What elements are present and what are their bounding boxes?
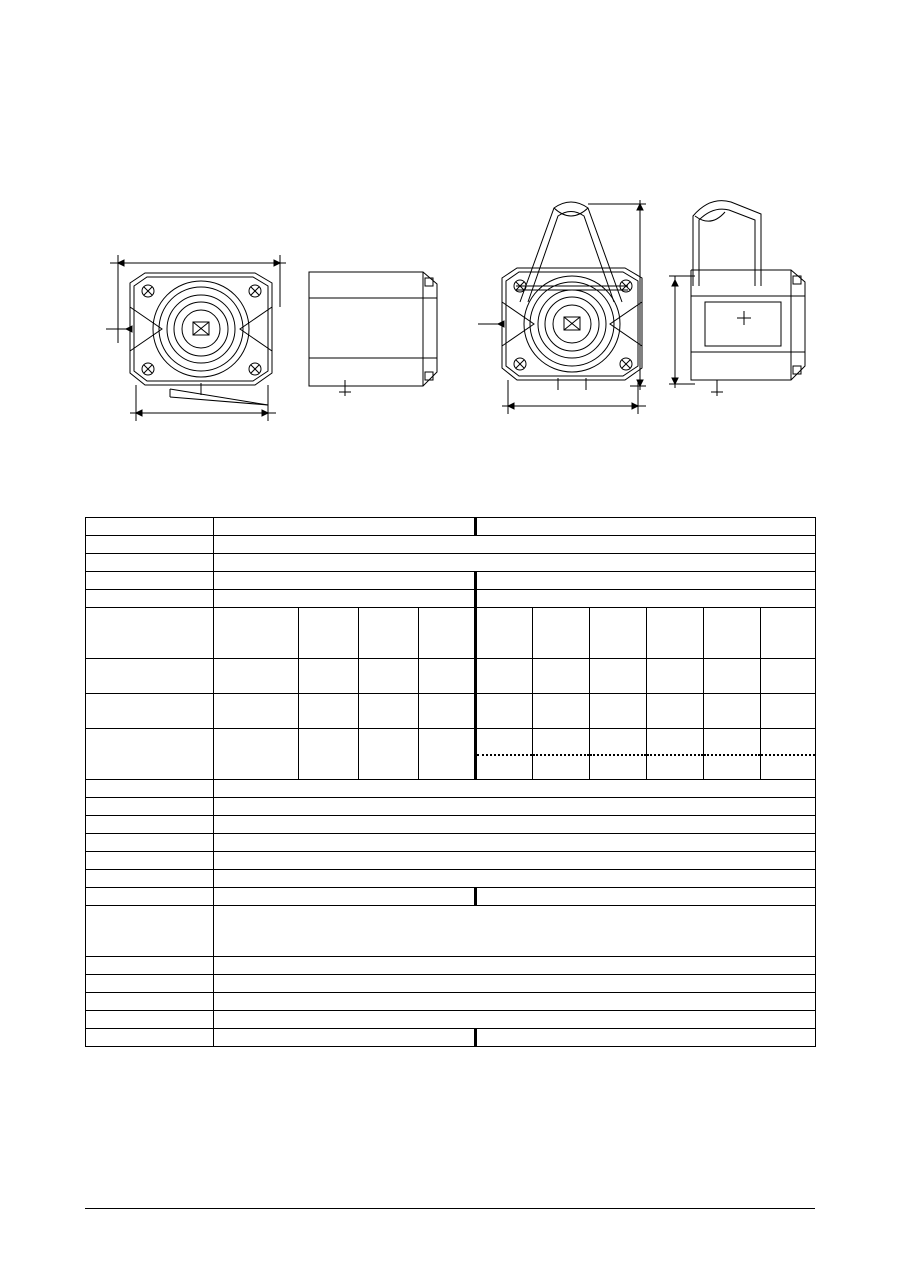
table-row [86, 536, 816, 554]
table-row [86, 729, 816, 780]
row-label [86, 659, 214, 694]
data-cell-dotted [476, 729, 533, 780]
technical-drawings [80, 180, 840, 480]
row-label [86, 816, 214, 834]
table-row [86, 608, 816, 659]
data-cell-dotted [590, 729, 647, 780]
row-label [86, 957, 214, 975]
specification-table-body [86, 518, 816, 1047]
row-value [214, 780, 816, 798]
table-row [86, 1011, 816, 1029]
table-row [86, 1029, 816, 1047]
row-value-right [476, 888, 816, 906]
row-value [214, 975, 816, 993]
table-row [86, 780, 816, 798]
data-cell [359, 694, 419, 729]
row-label [86, 1011, 214, 1029]
data-cell [704, 608, 761, 659]
data-cell [419, 729, 476, 780]
dotted-rule [704, 754, 760, 756]
row-value [214, 554, 816, 572]
row-label [86, 518, 214, 536]
table-row [86, 957, 816, 975]
row-value-right [476, 1029, 816, 1047]
row-value [214, 993, 816, 1011]
data-cell [704, 694, 761, 729]
table-row [86, 906, 816, 957]
data-cell [214, 694, 299, 729]
table-row [86, 816, 816, 834]
data-cell-dotted [704, 729, 761, 780]
data-cell [761, 694, 816, 729]
table-row [86, 659, 816, 694]
data-cell [419, 694, 476, 729]
data-cell-dotted [647, 729, 704, 780]
data-cell [359, 659, 419, 694]
table-row [86, 572, 816, 590]
data-cell [590, 694, 647, 729]
row-label [86, 780, 214, 798]
data-cell [419, 659, 476, 694]
data-cell [359, 608, 419, 659]
row-label [86, 975, 214, 993]
row-value-left [214, 1029, 476, 1047]
data-cell [476, 694, 533, 729]
row-label [86, 993, 214, 1011]
row-value-left [214, 888, 476, 906]
row-label [86, 572, 214, 590]
table-row [86, 834, 816, 852]
row-label [86, 870, 214, 888]
row-label [86, 590, 214, 608]
data-cell [533, 608, 590, 659]
footer-divider [85, 1208, 815, 1209]
table-row [86, 888, 816, 906]
data-cell [299, 608, 359, 659]
data-cell [761, 608, 816, 659]
data-cell [214, 729, 299, 780]
row-value-left [214, 518, 476, 536]
row-label [86, 852, 214, 870]
side-view-standard [295, 260, 455, 440]
row-label [86, 834, 214, 852]
table-row [86, 554, 816, 572]
data-cell [419, 608, 476, 659]
row-label [86, 888, 214, 906]
front-view-with-bracket [470, 190, 670, 450]
front-view-standard [100, 245, 300, 445]
row-value [214, 1011, 816, 1029]
specification-table [85, 517, 816, 1047]
data-cell [590, 659, 647, 694]
row-value [214, 834, 816, 852]
data-cell [359, 729, 419, 780]
row-value-right [476, 590, 816, 608]
data-cell [761, 659, 816, 694]
data-cell [476, 659, 533, 694]
table-row [86, 993, 816, 1011]
row-label [86, 906, 214, 957]
row-value-left [214, 572, 476, 590]
data-cell [476, 608, 533, 659]
table-row [86, 852, 816, 870]
row-label [86, 798, 214, 816]
row-value [214, 870, 816, 888]
row-label [86, 694, 214, 729]
dotted-rule [647, 754, 703, 756]
row-value-right [476, 518, 816, 536]
data-cell [299, 729, 359, 780]
row-label [86, 729, 214, 780]
data-cell [590, 608, 647, 659]
table-row [86, 590, 816, 608]
data-cell-dotted [761, 729, 816, 780]
dotted-rule [533, 754, 589, 756]
data-cell-dotted [533, 729, 590, 780]
data-cell [214, 659, 299, 694]
table-row [86, 798, 816, 816]
dotted-rule [761, 754, 815, 756]
data-cell [533, 694, 590, 729]
table-row [86, 975, 816, 993]
row-value [214, 816, 816, 834]
data-cell [647, 694, 704, 729]
data-cell [647, 659, 704, 694]
table-row [86, 870, 816, 888]
table-row [86, 518, 816, 536]
table-row [86, 694, 816, 729]
row-value [214, 852, 816, 870]
row-label [86, 554, 214, 572]
row-value [214, 798, 816, 816]
data-cell [647, 608, 704, 659]
row-value [214, 957, 816, 975]
data-cell [704, 659, 761, 694]
data-cell [533, 659, 590, 694]
side-view-with-bracket [665, 190, 835, 450]
data-cell [214, 608, 299, 659]
row-value [214, 536, 816, 554]
data-cell [299, 659, 359, 694]
row-value-left [214, 590, 476, 608]
dotted-rule [477, 754, 532, 756]
dotted-rule [590, 754, 646, 756]
row-value [214, 906, 816, 957]
row-label [86, 608, 214, 659]
data-cell [299, 694, 359, 729]
row-label [86, 536, 214, 554]
row-label [86, 1029, 214, 1047]
row-value-right [476, 572, 816, 590]
